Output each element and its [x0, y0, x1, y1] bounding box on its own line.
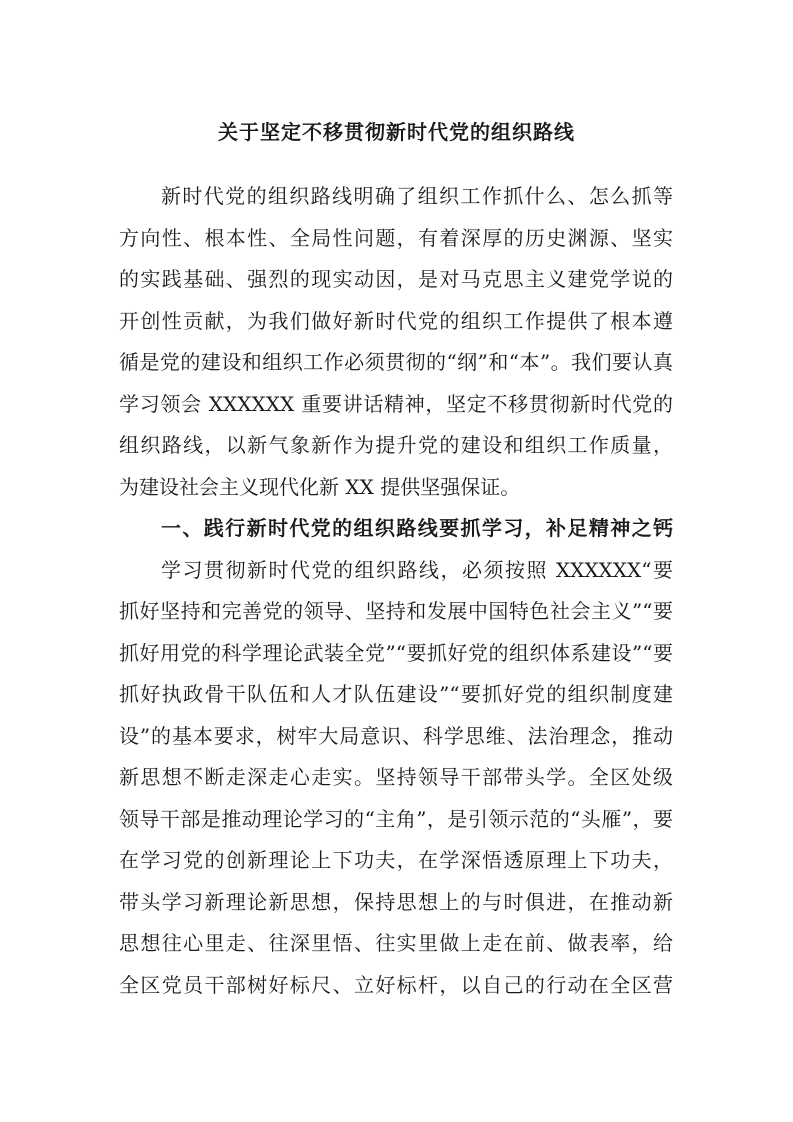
paragraph-line: 思想往心里走、往深里悟、往实里做上走在前、做表率，给 [119, 931, 673, 955]
paragraph-line: 抓好用党的科学理论武装全党”“要抓好党的组织体系建设”“要 [119, 641, 673, 665]
paragraph-line: 全区党员干部树好标尺、立好标杆，以自己的行动在全区营 [119, 973, 673, 997]
paragraph-line: 的实践基础、强烈的现实动因，是对马克思主义建党学说的 [119, 267, 673, 291]
paragraph-line: 方向性、根本性、全局性问题，有着深厚的历史渊源、坚实 [119, 226, 673, 250]
paragraph-line: 学习贯彻新时代党的组织路线，必须按照 XXXXXX“要 [161, 558, 673, 582]
paragraph-line: 在学习党的创新理论上下功夫，在学深悟透原理上下功夫， [119, 848, 673, 872]
paragraph-line: 为建设社会主义现代化新 XX 提供坚强保证。 [119, 475, 521, 499]
paragraph-line: 新时代党的组织路线明确了组织工作抓什么、怎么抓等 [161, 184, 673, 208]
document-title: 关于坚定不移贯彻新时代党的组织路线 [218, 120, 575, 144]
paragraph-line: 带头学习新理论新思想，保持思想上的与时俱进，在推动新 [119, 890, 673, 914]
paragraph-line: 领导干部是推动理论学习的“主角”，是引领示范的“头雁”，要 [119, 807, 673, 831]
paragraph-line: 新思想不断走深走心走实。坚持领导干部带头学。全区处级 [119, 765, 673, 789]
paragraph-line: 抓好执政骨干队伍和人才队伍建设”“要抓好党的组织制度建 [119, 682, 673, 706]
paragraph-line: 设”的基本要求，树牢大局意识、科学思维、法治理念，推动 [119, 724, 673, 748]
paragraph-line: 学习领会 XXXXXX 重要讲话精神，坚定不移贯彻新时代党的 [119, 392, 673, 416]
paragraph-line: 组织路线，以新气象新作为提升党的建设和组织工作质量， [119, 433, 673, 457]
paragraph-line: 开创性贡献，为我们做好新时代党的组织工作提供了根本遵 [119, 309, 673, 333]
section-heading: 一、践行新时代党的组织路线要抓学习，补足精神之钙 [161, 516, 673, 540]
paragraph-line: 抓好坚持和完善党的领导、坚持和发展中国特色社会主义”“要 [119, 599, 673, 623]
paragraph-line: 循是党的建设和组织工作必须贯彻的“纲”和“本”。我们要认真 [119, 350, 673, 374]
